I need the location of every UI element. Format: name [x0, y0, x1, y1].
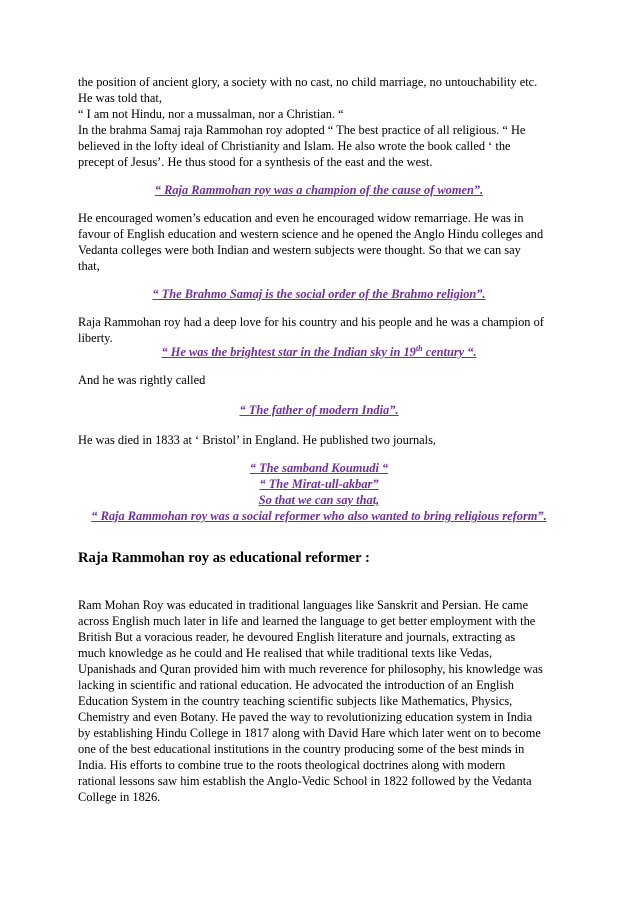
paragraph-1-line: the position of ancient glory, a society with no cast, no child marriage, no untouchability etc. — [78, 75, 538, 89]
paragraph-4-line: Chemistry and even Botany. He paved the way to revolutionizing education system in India — [78, 710, 533, 724]
rightly-called-line: And he was rightly called — [78, 373, 206, 387]
paragraph-3-line: Raja Rammohan roy had a deep love for his country and his people and he was a champion of — [78, 315, 544, 329]
paragraph-4-line: British But a voracious reader, he devoured English literature and journals, extracting as — [78, 630, 516, 644]
paragraph-4-line: College in 1826. — [78, 790, 161, 804]
paragraph-2-line: Vedanta colleges were both Indian and western subjects were thought. So that we can say — [78, 243, 521, 257]
section-heading: Raja Rammohan roy as educational reformer : — [78, 550, 370, 566]
paragraph-4-line: Upanishads and Quran provided him with much reverence for philosophy, his knowledge was — [78, 662, 543, 676]
quote-champion-of-women: “ Raja Rammohan roy was a champion of the cause of women”. — [154, 183, 484, 197]
paragraph-3-line: liberty. — [78, 331, 113, 345]
journal-samband-koumudi: “ The samband Koumudi “ — [249, 461, 389, 475]
paragraph-4-line: much knowledge as he could and He realised that while traditional texts like Vedas, — [78, 646, 493, 660]
paragraph-4-line: across English much later in life and learned the language to get better employment with the — [78, 614, 536, 628]
died-in-bristol-line: He was died in 1833 at ‘ Bristol’ in England. He published two journals, — [78, 433, 437, 447]
quote-brightest-star-end: century “. — [422, 345, 477, 359]
quote-brightest-star — [0, 344, 638, 360]
paragraph-4-line: Education System in the country teaching scientific subjects like Mathematics, Physics, — [78, 694, 513, 708]
paragraph-1-line: believed in the lofty ideal of Christianity and Islam. He also wrote the book called ‘ the — [78, 139, 511, 153]
quote-brightest-star-text: “ He was the brightest star in the Indian sky in 19 — [161, 345, 416, 359]
paragraph-4-line: lacking in scientific and rational education. He advocated the introduction of an English — [78, 678, 514, 692]
quote-social-reformer: “ Raja Rammohan roy was a social reformer who also wanted to bring religious reform”. — [91, 509, 547, 523]
paragraph-1-line: He was told that, — [78, 91, 162, 105]
so-we-can-say-line: So that we can say that, — [258, 493, 380, 507]
journal-mirat-ull-akbar: “ The Mirat-ull-akbar” — [259, 477, 379, 491]
paragraph-2-line: He encouraged women’s education and even he encouraged widow remarriage. He was in — [78, 211, 524, 225]
paragraph-4-line: India. His efforts to combine true to the roots theological doctrines along with modern — [78, 758, 506, 772]
quote-brahmo-samaj: “ The Brahmo Samaj is the social order of the Brahmo religion”. — [152, 287, 486, 301]
paragraph-1-line: In the brahma Samaj raja Rammohan roy adopted “ The best practice of all religious. “ He — [78, 123, 526, 137]
paragraph-2-line: that, — [78, 259, 100, 273]
paragraph-4-line: by establishing Hindu College in 1817 along with David Hare which later went on to become — [78, 726, 541, 740]
paragraph-1-line: “ I am not Hindu, nor a mussalman, nor a Christian. “ — [78, 107, 344, 121]
paragraph-1-line: precept of Jesus’. He thus stood for a synthesis of the east and the west. — [78, 155, 433, 169]
paragraph-4-line: Ram Mohan Roy was educated in traditional languages like Sanskrit and Persian. He came — [78, 598, 529, 612]
paragraph-2-line: favour of English education and western science and he opened the Anglo Hindu colleges and — [78, 227, 544, 241]
superscript-th: th — [415, 343, 423, 353]
quote-father-of-modern-india: “ The father of modern India”. — [239, 403, 399, 417]
paragraph-4-line: one of the best educational institutions in the country producing some of the best minds in — [78, 742, 525, 756]
paragraph-4-line: rational lessons saw him establish the Anglo-Vedic School in 1822 followed by the Vedanta — [78, 774, 532, 788]
